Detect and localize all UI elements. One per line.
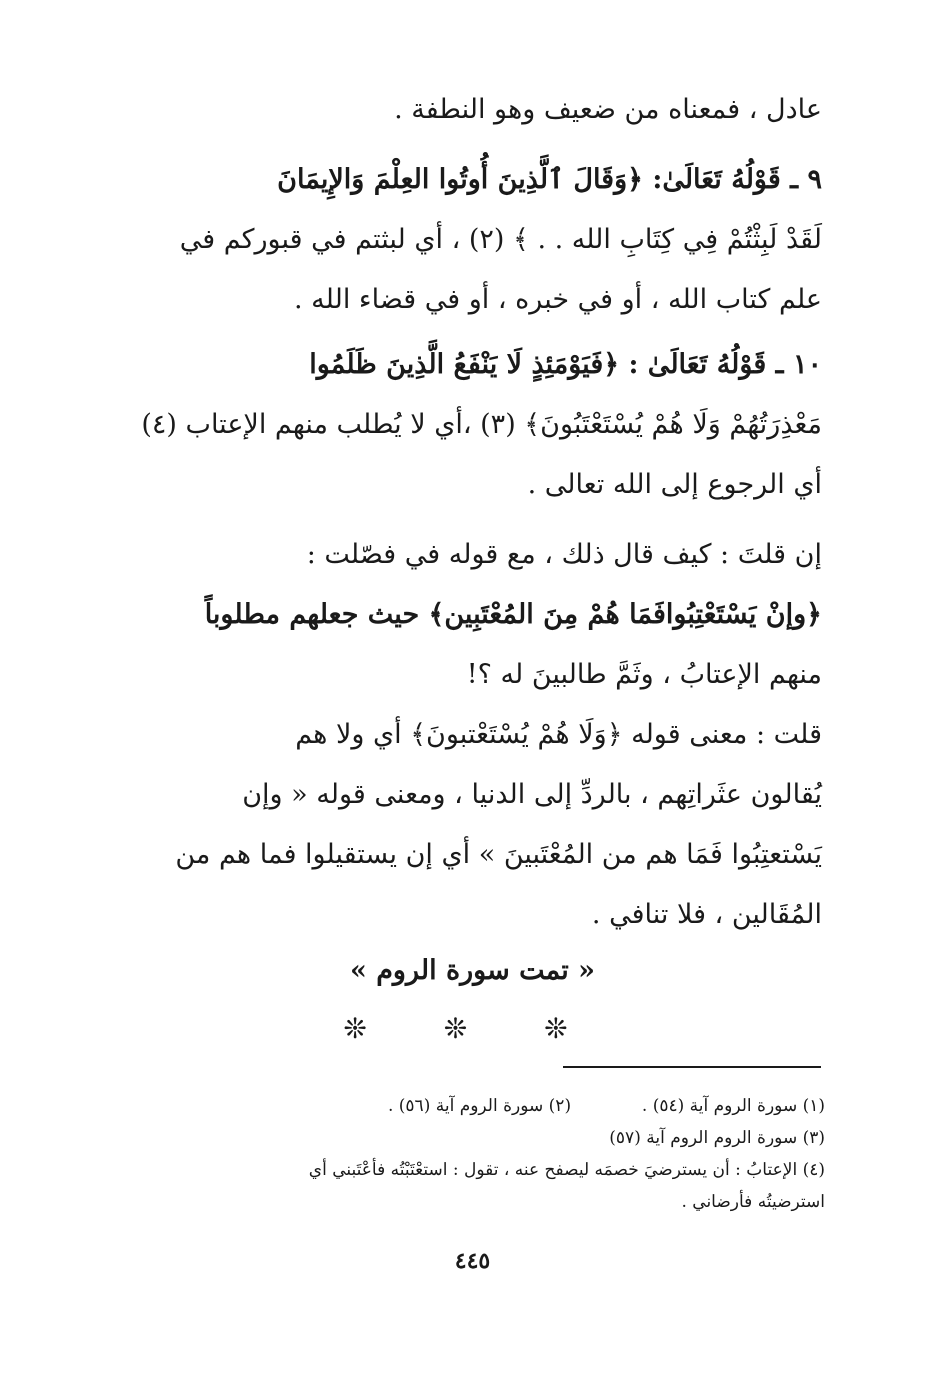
paragraph-answer <box>172 705 822 945</box>
footnote-separator <box>563 1066 821 1068</box>
paragraph-line: مَعْذِرَتُهُمْ وَلَا هُمْ يُسْتَعْتَبُونَ﴾ (٣) ،أي لا يُطلب منهم الإعتاب (٤) <box>141 409 822 440</box>
footnote-2: (٢) سورة الروم آية (٥٦) . <box>387 1096 572 1116</box>
footnotes <box>165 1090 825 1218</box>
paragraph-line: ﴿وإنْ يَسْتَعْتِبُوافَمَا هُمْ مِنَ المُعْتَبِين﴾ حيث جعلهم مطلوباً <box>204 599 822 630</box>
page-number: ٤٤٥ <box>454 1248 491 1274</box>
paragraph-line: لَقَدْ لَبِثْتُمْ فِي كِتَابِ الله . . ﴾ (٢) ، أي لبثتم في قبوركم في <box>179 224 822 255</box>
paragraph-line: قلت : معنى قوله ﴿وَلَا هُمْ يُسْتَعْتبونَ﴾ أي ولا هم <box>295 719 822 750</box>
paragraph-line: المُقَالين ، فلا تنافي . <box>591 899 822 930</box>
paragraph-line: يُقالون عثَراتِهم ، بالردِّ إلى الدنيا ، ومعنى قوله « وإن <box>242 779 822 810</box>
footnote-3: (٣) سورة الروم الروم آية (٥٧) <box>609 1128 825 1148</box>
paragraph-line: يَسْتعتِبُوا فَمَا هم من المُعْتَبينَ » أي إن يستقيلوا فما هم من <box>175 839 822 870</box>
paragraph-verse-9 <box>172 150 822 330</box>
footnote-row <box>165 1090 825 1122</box>
paragraph-line: ١٠ ـ قَوْلُهُ تَعَالَىٰ : ﴿فَيَوْمَئِذٍ لَا يَنْفَعُ الَّذِينَ ظَلَمُوا <box>309 349 822 380</box>
paragraph-line: منهم الإعتابُ ، وثَمَّ طالبينَ له ؟! <box>466 659 822 690</box>
paragraph-1 <box>172 80 822 140</box>
paragraph-line: ٩ ـ قَوْلُهُ تَعَالَىٰ: ﴿وَقَالَ ٱلَّذِينَ أُوتُوا العِلْمَ وَالإِيمَانَ <box>277 164 822 195</box>
sura-end-heading: « تمت سورة الروم » <box>349 955 596 986</box>
paragraph-line: أي الرجوع إلى الله تعالى . <box>527 469 822 500</box>
section-divider-stars: ❊ ❊ ❊ <box>343 1012 602 1045</box>
paragraph-line: عادل ، فمعناه من ضعيف وهو النطفة . <box>394 94 822 125</box>
paragraph-line: علم كتاب الله ، أو في خبره ، أو في قضاء الله . <box>294 284 822 315</box>
footnote-4-line-2: استرضيتُه فأرضاني . <box>681 1192 825 1212</box>
paragraph-verse-10 <box>141 335 822 515</box>
footnote-4-line-1: (٤) الإعتابُ : أن يسترضيَ خصمَه ليصفح عنه ، تقول : استعْتَبْتُه فأعْتَبني أي <box>308 1160 825 1180</box>
footnote-1: (١) سورة الروم آية (٥٤) . <box>641 1096 825 1116</box>
paragraph-question <box>172 525 822 705</box>
paragraph-line: إن قلتَ : كيف قال ذلك ، مع قوله في فصّلت : <box>306 539 822 570</box>
